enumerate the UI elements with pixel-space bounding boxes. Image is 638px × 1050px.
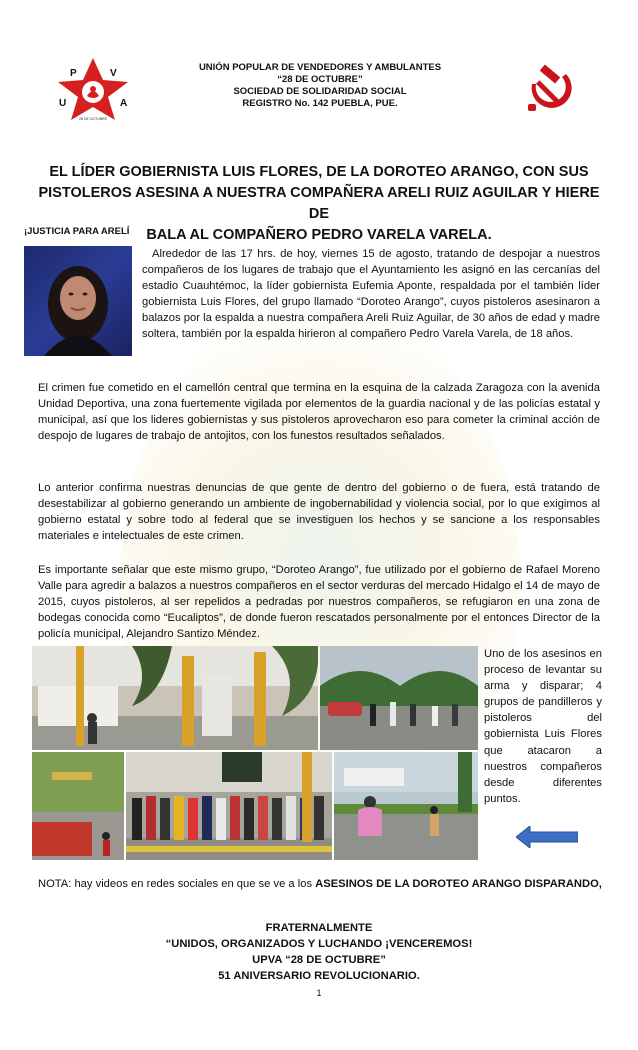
evidence-photo [320, 646, 478, 750]
logo-letter-u: U [59, 98, 67, 109]
org-line: SOCIEDAD DE SOLIDARIDAD SOCIAL [233, 86, 407, 97]
paragraph-1: Alrededor de las 17 hrs. de hoy, viernes 15 de agosto, tratando de despojar a nuestros compañeros de los lugares de trabajo que el Ayuntamiento les asignó en las cercanías del estadio Cuauhtémoc, la líder gobiernista Eufemia Aponte, respaldada por el también líder gobiernista Luis Flores, del grupo llamado “Doroteo Arango”, cuyos pistoleros asesinaron a balazos por la espalda a nuestra compañera Areli Ruiz Aguilar, de 30 años de edad y madre soltera, también por la espalda hirieron al compañero Pedro Varela Varela, de 18 años. [142, 248, 600, 341]
logo-letter-v: V [110, 68, 117, 79]
logo-letter-p: P [70, 68, 77, 79]
page-number: 1 [316, 988, 322, 998]
note-highlight: ASESINOS DE LA DOROTEO ARANGO DISPARANDO, [315, 878, 602, 890]
paragraph-3: Lo anterior confirma nuestras denuncias de que gente de dentro del gobierno o de fuera, está tratando de desestabilizar al gobierno generando un ambiente de ingobernabilidad y violencia social, por lo que exigimos al gobierno estatal y sobre todo al federal que se investiguen los hechos y se sancione a los responsables materiales e intelectuales de este crimen. [38, 482, 600, 543]
organization-name [150, 62, 490, 110]
closing-signature [60, 920, 578, 984]
note-text: NOTA: hay videos en redes sociales en que se ve a los [38, 878, 316, 890]
pvua-star-logo-icon [50, 56, 136, 122]
headline-line: PISTOLEROS ASESINA A NUESTRA COMPAÑERA ARELI RUIZ AGUILAR Y HIERE DE [38, 185, 600, 222]
closing-line: “UNIDOS, ORGANIZADOS Y LUCHANDO ¡VENCEREMOS! [165, 938, 473, 950]
closing-line: 51 ANIVERSARIO REVOLUCIONARIO. [218, 970, 420, 982]
headline-line: EL LÍDER GOBIERNISTA LUIS FLORES, DE LA DOROTEO ARANGO, CON SUS [49, 164, 589, 180]
justice-label: ¡JUSTICIA PARA ARELÍ [24, 226, 130, 237]
logo-caption: 28 DE OCTUBRE [79, 117, 107, 121]
headline-line: BALA AL COMPAÑERO PEDRO VARELA VARELA. [146, 227, 492, 243]
org-line: “28 DE OCTUBRE” [277, 74, 363, 85]
evidence-photo [32, 646, 318, 750]
photo-caption: Uno de los asesinos en proceso de levantar su arma y disparar; 4 grupos de pandilleros y pistoleros del gobiernista Luis Flores que atacaron a nuestros compañeros desde diferentes puntos. [484, 648, 602, 805]
closing-line: FRATERNALMENTE [265, 922, 373, 934]
evidence-photo [126, 752, 332, 860]
victim-photo [24, 246, 132, 356]
paragraph-4: Es importante señalar que este mismo grupo, “Doroteo Arango”, fue utilizado por el gobierno de Rafael Moreno Valle para agredir a balazos a nuestros compañeros en el sector verduras del mercado Hidalgo el 14 de mayo de 2015, cuyos pistoleros, al ser repelidos a pedradas por nuestros compañeros, se refugiaron en una zona de bodegas conocida como “Eucaliptos”, de donde fueron rescatados personalmente por el entonces Director de la policía municipal, Alejandro Santizo Méndez. [38, 564, 600, 641]
org-line: REGISTRO No. 142 PUEBLA, PUE. [242, 98, 398, 109]
evidence-photo [334, 752, 478, 860]
hammer-sickle-icon [522, 62, 578, 114]
evidence-photo [32, 752, 124, 860]
evidence-photo-collage [32, 646, 478, 860]
note [38, 876, 606, 892]
left-arrow-icon [516, 826, 578, 848]
closing-line: UPVA “28 DE OCTUBRE” [252, 954, 386, 966]
paragraph-2: El crimen fue cometido en el camellón central que termina en la esquina de la calzada Zaragoza con la avenida Unidad Deportiva, una zona fuertemente vigilada por elementos de la guardia nacional y de las policías estatal y municipal, así que los lideres gobiernistas y sus pistoleros aprovecharon eso para cometer la criminal acción de despojo de lugares de trabajo de antojitos, con los funestos resultados señalados. [38, 382, 600, 443]
logo-letter-a: A [120, 98, 128, 109]
org-line: UNIÓN POPULAR DE VENDEDORES Y AMBULANTES [198, 62, 442, 73]
letterhead [0, 0, 638, 130]
